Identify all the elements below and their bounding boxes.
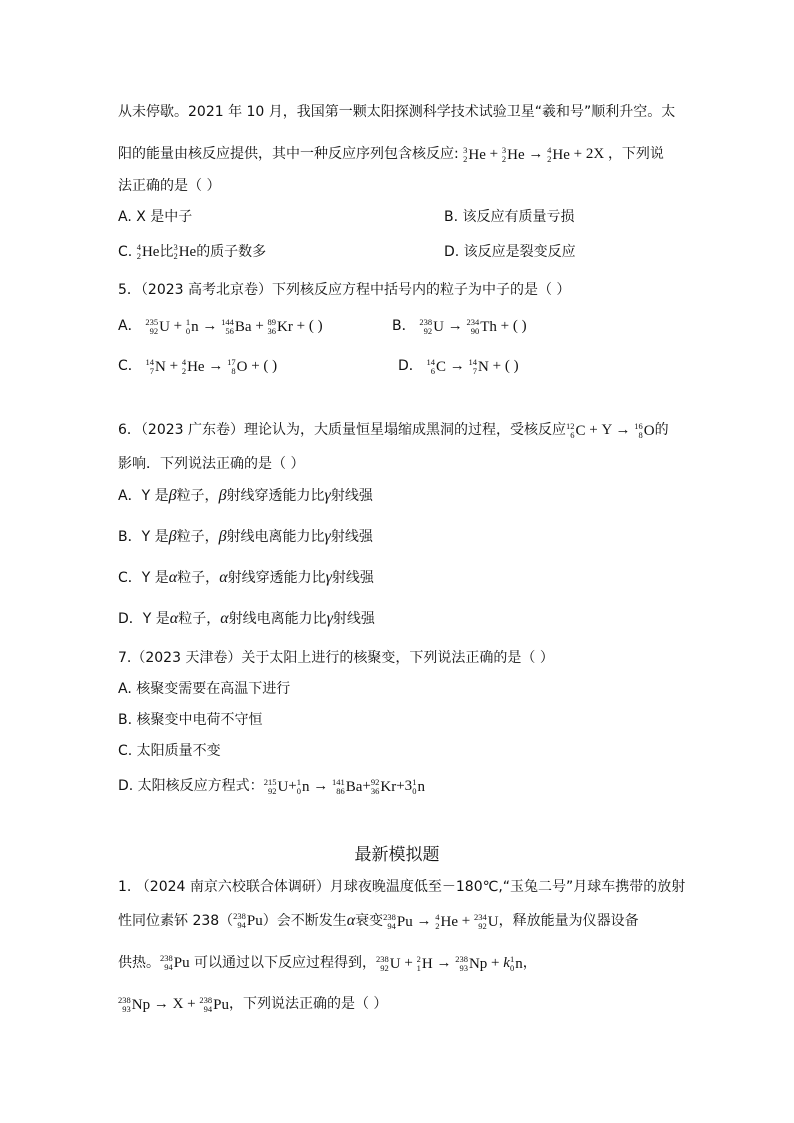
q5-d-paren: ( ) [504, 358, 519, 374]
q5-b-paren: ( ) [512, 318, 527, 334]
m1-line3-text: 供热。 [118, 955, 160, 971]
q4-line3: 法正确的是（ ） [118, 178, 221, 194]
q7-option-a: A. 核聚变需要在高温下进行 [118, 681, 291, 697]
q4-option-d: D. 该反应是裂变反应 [444, 244, 576, 260]
m1-line2: 性同位素钚 238（ 238 94 Pu ）会不断发生α衰变 238 94 Pu → 4 2 He + 234 92 U ，释放能量为仪器设备 [118, 911, 639, 931]
q4-option-a: A. X 是中子 [118, 209, 193, 225]
m1-line4-tail: ，下列说法正确的是（ ） [228, 996, 388, 1012]
q4-option-b: B. 该反应有质量亏损 [444, 209, 575, 225]
q4-option-c-tail: 的质子数多 [196, 244, 267, 260]
q4-line2-tail: ，下列说 [607, 146, 664, 162]
q4-option-c: C. 4 2 He 比 3 2 He 的质子数多 [118, 242, 267, 261]
q6-option-c: C．Y 是α粒子，α射线穿透能力比γ射线强 [118, 569, 374, 586]
q5-option-b-label: B． [392, 318, 416, 334]
q4-option-c-label: C. [118, 244, 133, 260]
m1-line4 [118, 994, 387, 1015]
q6-stem-text: 6．（2023 广东卷）理论认为，大质量恒星塌缩成黑洞的过程，受核反应 [118, 422, 566, 438]
m1-line2-mid: ）会不断发生 [262, 913, 347, 929]
q7-option-d-label: D. 太阳核反应方程式： [118, 778, 264, 794]
m1-decay-equation: 238 94 Pu → 4 2 He + 234 92 U [383, 911, 499, 931]
q6-stem [118, 420, 669, 441]
m1-line2-mid2: 衰变 [355, 913, 384, 929]
q6-option-b: B．Y 是β粒子，β射线电离能力比γ射线强 [118, 528, 373, 545]
q7-equation: 215 92 U + 1 0 n → 141 86 Ba + 92 36 Kr +3 1 0 n [263, 776, 425, 796]
section-title: 最新模拟题 [354, 845, 440, 865]
q4-equation: 3 2 He + 3 2 He → 4 2 He + 2X [463, 144, 608, 164]
q7-stem: 7.（2023 天津卷）关于太阳上进行的核聚变，下列说法正确的是（ ） [118, 650, 554, 666]
q6-option-a: A．Y 是β粒子，β射线穿透能力比γ射线强 [118, 487, 373, 504]
q4-option-c-mid: 比 [159, 244, 174, 260]
m1-line2-tail: ，释放能量为仪器设备 [498, 913, 639, 929]
q5-c-paren: ( ) [263, 358, 278, 374]
q5-option-d: D． 14 6 C → 14 7 N + ( ) [398, 356, 519, 376]
q6-stem-tail: 的 [654, 422, 669, 438]
q5-option-c-label: C． [118, 358, 142, 374]
q6-line2: 影响．下列说法正确的是（ ） [118, 456, 305, 472]
m1-production-equation: 238 92 U + 2 1 H → 238 93 Np + k 1 0 n [376, 953, 523, 973]
m1-line1: 1. （2024 南京六校联合体调研）月球夜晚温度低至－180℃,“玉兔二号”月球车携带的放射 [118, 879, 686, 895]
q4-line2 [118, 144, 664, 165]
q7-option-d [118, 776, 425, 797]
m1-line3-tail: ， [522, 955, 537, 971]
q5-option-a-label: A． [118, 318, 142, 334]
q5-a-paren: ( ) [308, 318, 323, 334]
q7-option-c: C. 太阳质量不变 [118, 743, 221, 759]
q5-option-b: B． 238 92 U → 234 90 Th + ( ) [392, 316, 527, 336]
q5-option-d-label: D． [398, 358, 423, 374]
q4-line2-text: 阳的能量由核反应提供，其中一种反应序列包含核反应: [118, 146, 459, 162]
m1-np-equation: 238 93 Np → X + 238 94 Pu [118, 994, 229, 1014]
q6-equation: 12 6 C + Y → 16 8 O [566, 420, 655, 440]
q6-option-d: D．Y 是α粒子，α射线电离能力比γ射线强 [118, 610, 375, 627]
m1-line2-text: 性同位素钚 238（ [118, 913, 234, 929]
q5-stem: 5．（2023 高考北京卷）下列核反应方程中括号内的粒子为中子的是（ ） [118, 282, 571, 298]
m1-line3-mid: 可以通过以下反应过程得到， [194, 955, 377, 971]
q7-option-b: B. 核聚变中电荷不守恒 [118, 712, 263, 728]
m1-line3: 供热。 238 94 Pu 可以通过以下反应过程得到， 238 92 U + 2 1 H → 238 93 Np + k 1 0 n ， [118, 953, 537, 973]
q4-line1: 从未停歇。2021 年 10 月，我国第一颗太阳探测科学技术试验卫星“羲和号”顺利升空。太 [118, 104, 676, 120]
q5-option-a: A． 235 92 U + 1 0 n → 144 56 Ba + 89 36 Kr + ( ) [118, 316, 323, 336]
q5-option-c: C． 14 7 N + 4 2 He → 17 8 O + ( ) [118, 356, 278, 376]
